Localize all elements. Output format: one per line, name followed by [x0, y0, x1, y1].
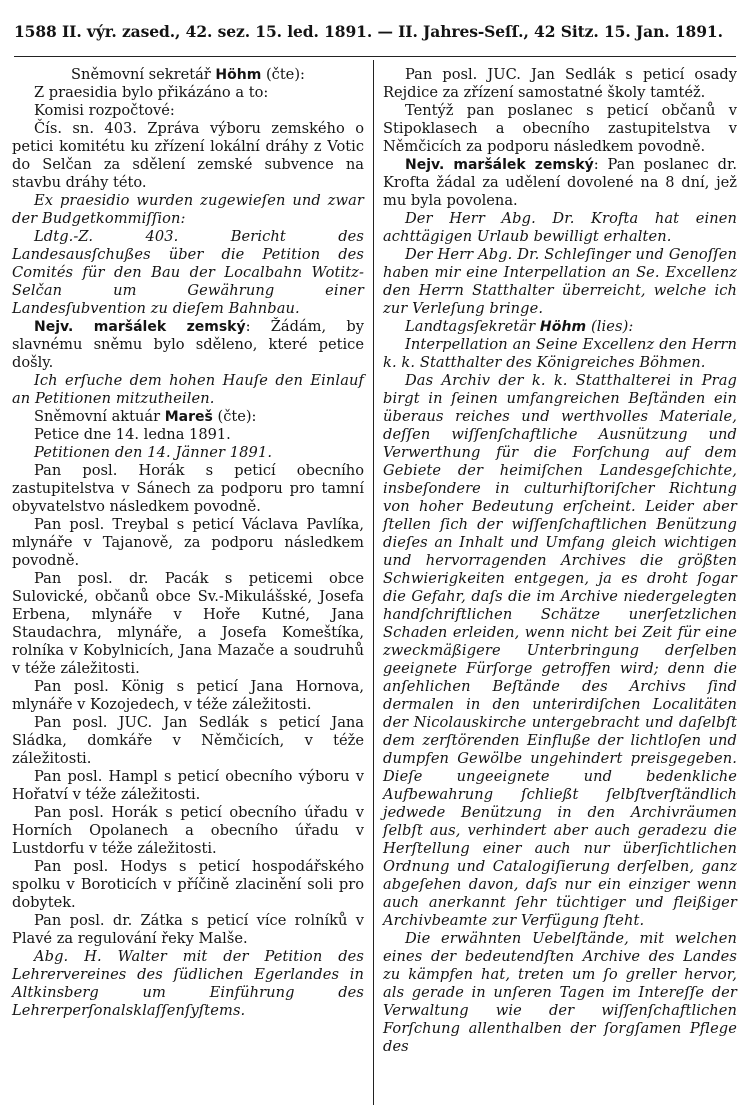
paragraph-prefix: Landtagsſekretär: [405, 318, 540, 335]
paragraph-l14: Pan posl. dr. Pacák s peticemi obce Sulovické, občanů obce Sv.-Mikulášské, Josefa Erbena, mlynáře v Hoře Kutné, Jana Staudachra, mlynáře, a Josefa Komeštíka, rolníka v Kobylnicích, Jana Mazače a soudruhů v téže záležitosti.: [12, 570, 364, 677]
paragraph-l21: Abg. H. Walter mit der Petition des Lehrervereines des ſüdlichen Egerlandes in Altkinsberg um Einführung des Lehrerperſonalsklaſſenſyſtems.: [12, 948, 364, 1019]
speaker-name: Nejv. maršálek zemský: [405, 157, 594, 173]
paragraph-r3: [383, 156, 737, 210]
paragraph-l15: Pan posl. König s peticí Jana Hornova, mlynáře v Kozojedech, v téže záležitosti.: [12, 678, 364, 713]
page-header: 1588 II. výr. zased., 42. sez. 15. led. 1891. — II. Jahres-Seſſ., 42 Sitz. 15. Jan. 1891.: [14, 22, 723, 41]
paragraph-l9: [12, 408, 364, 426]
speaker-name: Nejv. maršálek zemský: [34, 319, 246, 335]
paragraph-l7: [12, 318, 364, 372]
paragraph-l11: Petitionen den 14. Jänner 1891.: [34, 444, 273, 461]
right-column: [383, 66, 737, 1056]
speaker-name: Höhm: [215, 67, 262, 83]
speaker-name: Mareš: [164, 409, 213, 425]
paragraph-r9: Die erwähnten Uebelſtände, mit welchen eines der bedeutendſten Archive des Landes zu kämpfen hat, treten um ſo greller hervor, als gerade in unſeren Tagen im Intereſſe der Verwaltung wie der wiſſenſchaftlichen Forſchung allenthalben der ſorgſamen Pflege des: [383, 930, 737, 1055]
speaker-name: Höhm: [539, 319, 587, 335]
header-rule: [14, 56, 736, 57]
paragraph-l10: Petice dne 14. ledna 1891.: [34, 426, 231, 443]
paragraph-l1: [12, 66, 364, 84]
paragraph-r7: Interpellation an Seine Excellenz den Herrn k. k. Statthalter des Königreiches Böhmen.: [383, 336, 737, 371]
paragraph-suffix: : Žádám, by slavnému sněmu bylo sděleno, které petice došly.: [12, 318, 364, 371]
paragraph-l2: Z praesidia bylo přikázáno a to:: [34, 84, 269, 101]
paragraph-l19: Pan posl. Hodys s peticí hospodářského spolku v Boroticích v příčině zlacinění soli pro dobytek.: [12, 858, 364, 911]
column-divider: [373, 60, 374, 1105]
paragraph-r8: Das Archiv der k. k. Statthalterei in Prag birgt in ſeinen umfangreichen Beſtänden ein überaus reiches und werthvolles Materiale, deſſen wiſſenſchaftliche Ausnützung und Verwerthung für die Forſchung auf dem Gebiete der heimiſchen Landesgeſchichte, insbeſondere in culturhiſtoriſcher Richtung von hoher Bedeutung erſcheint. Leider aber ſtellen ſich der wiſſenſchaftlichen Benützung dieſes an Inhalt und Umfang gleich wichtigen und hervorragenden Archives die größten Schwierigkeiten entgegen, ja es droht ſogar die Gefahr, daſs die im Archive niedergelegten handſchriftlichen Schätze unerſetzlichen Schaden erleiden, wenn nicht bei Zeit für eine zweckmäßigere Unterbringung derſelben geeignete Fürſorge getroffen wird; denn die anſehlichen Beſtände des Archivs ſind dermalen in den unterirdiſchen Localitäten der Nicolauskirche untergebracht und daſelbſt dem zerſtörenden Einfluße der lichtloſen und dumpfen Gewölbe ungehindert preisgegeben. Dieſe ungeeignete und bedenkliche Aufbewahrung ſchließt ſelbſtverſtändlich jedwede Benützung in den Archivräumen ſelbſt aus, verhindert aber auch geradezu die Herſtellung einer auch nur überſichtlichen Ordnung und Catalogiſierung derſelben, ganz abgeſehen davon, daſs nur ein einziger wenn auch anerkannt ſehr tüchtiger und fleißiger Archivbeamte zur Verfügung ſteht.: [383, 372, 737, 929]
paragraph-r4: Der Herr Abg. Dr. Krofta hat einen achttägigen Urlaub bewilligt erhalten.: [383, 210, 737, 245]
paragraph-r6: [383, 318, 737, 336]
paragraph-l20: Pan posl. dr. Zátka s peticí více rolníků v Plavé za regulování řeky Malše.: [12, 912, 364, 947]
paragraph-suffix: (čte):: [212, 408, 257, 425]
paragraph-l18: Pan posl. Horák s peticí obecního úřadu v Horních Opolanech a obecního úřadu v Lustdorfu v téže záležitosti.: [12, 804, 364, 857]
paragraph-suffix: (čte):: [261, 66, 305, 83]
paragraph-l12: Pan posl. Horák s peticí obecního zastupitelstva v Sánech za podporu pro tamní obyvatelstvo následkem povodně.: [12, 462, 364, 515]
paragraph-r2: Tentýž pan poslanec s peticí občanů v Stipoklasech a obecního zastupitelstva v Němčicích za podporu následkem povodně.: [383, 102, 737, 155]
paragraph-prefix: Sněmovní sekretář: [71, 66, 216, 83]
paragraph-l13: Pan posl. Treybal s peticí Václava Pavlíka, mlynáře v Tajanově, za podporu následkem povodně.: [12, 516, 364, 569]
paragraph-suffix: (lies):: [586, 318, 634, 335]
left-column: [12, 66, 364, 1020]
paragraph-prefix: Sněmovní aktuár: [34, 408, 165, 425]
paragraph-l17: Pan posl. Hampl s peticí obecního výboru v Hořatví v téže záležitosti.: [12, 768, 364, 803]
paragraph-l5: Ex praesidio wurden zugewieſen und zwar der Budgetkommiſſion:: [12, 192, 364, 227]
paragraph-l8: Ich erſuche dem hohen Hauſe den Einlauf an Petitionen mitzutheilen.: [12, 372, 364, 407]
paragraph-l16: Pan posl. JUC. Jan Sedlák s peticí Jana Sládka, domkáře v Němčicích, v téže záležitosti.: [12, 714, 364, 767]
paragraph-suffix: : Pan poslanec dr. Krofta žádal za udělení dovolené na 8 dní, jež mu byla povolena.: [383, 156, 737, 209]
paragraph-r1: Pan posl. JUC. Jan Sedlák s peticí osady Rejdice za zřízení samostatné školy tamtéž.: [383, 66, 737, 101]
paragraph-l4: Čís. sn. 403. Zpráva výboru zemského o petici komitétu ku zřízení lokální dráhy z Votic do Selčan za sdělení zemské subvence na stavbu dráhy této.: [12, 120, 364, 191]
paragraph-l6: Ldtg.-Z. 403. Bericht des Landesausſchußes über die Petition des Comités für den Bau der Localbahn Wotitz-Selčan um Gewährung einer Landesſubvention zu dieſem Bahnbau.: [12, 228, 364, 317]
paragraph-r5: Der Herr Abg. Dr. Schleſinger und Genoſſen haben mir eine Interpellation an Se. Excellenz den Herrn Statthalter überreicht, welche ich zur Verleſung bringe.: [383, 246, 737, 317]
paragraph-l3: Komisi rozpočtové:: [34, 102, 175, 119]
